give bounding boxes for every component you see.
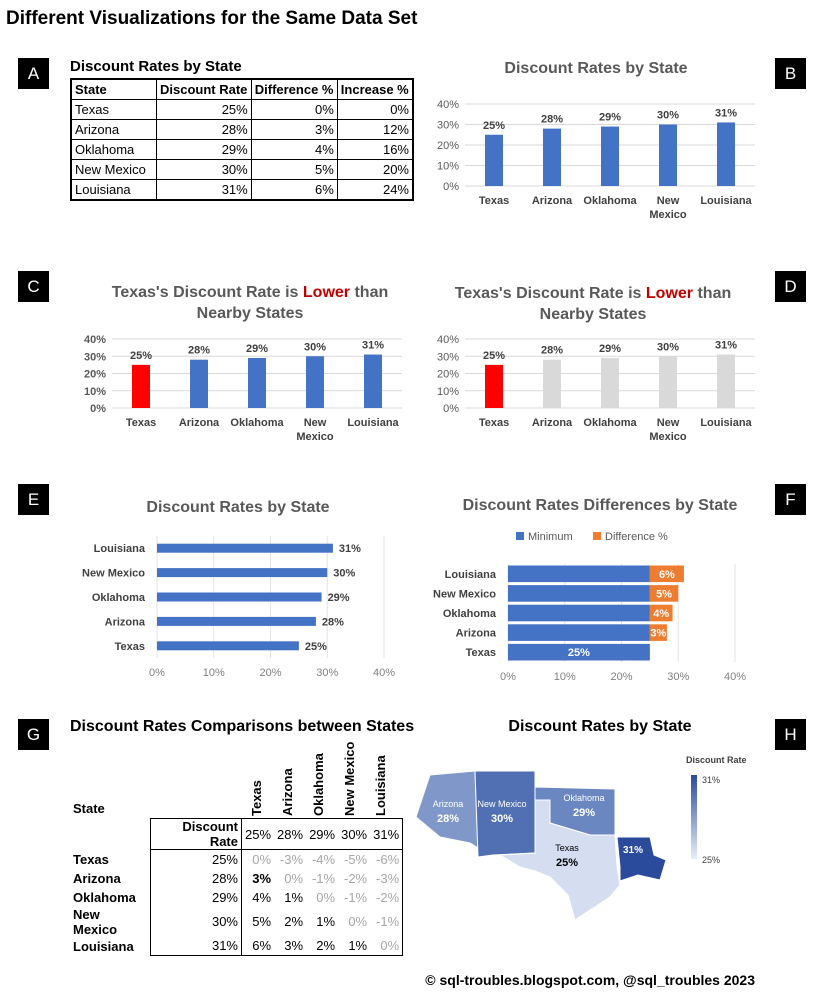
row-rate: 25% xyxy=(151,850,242,869)
chart-f-title: Discount Rates Differences by State xyxy=(462,497,738,514)
chart-d-title-part: Nearby States xyxy=(539,306,647,323)
data-label: 31% xyxy=(714,107,738,120)
legend-swatch-difference xyxy=(593,532,601,540)
matrix-cell: 3% xyxy=(252,870,272,886)
x-tick-label: Arizona xyxy=(178,417,220,429)
data-label: 28% xyxy=(540,344,564,357)
legend-label: Difference % xyxy=(605,531,668,543)
matrix-cell: 1% xyxy=(284,889,304,905)
matrix-row xyxy=(70,869,403,888)
matrix-row xyxy=(70,850,403,869)
chart-c-title-part: Nearby States xyxy=(196,305,304,322)
bar-minimum-arizona xyxy=(508,624,650,641)
x-tick-label: 20% xyxy=(610,671,633,683)
row-rate: 29% xyxy=(151,888,242,907)
data-label: 3% xyxy=(650,627,667,640)
table-a-header: Discount Rate xyxy=(157,79,252,100)
table-a-row xyxy=(71,140,413,160)
chart-c-title xyxy=(70,282,430,324)
legend-min: 25% xyxy=(702,855,721,865)
x-tick-label: Mexico xyxy=(649,209,687,221)
panel-badge-c: C xyxy=(18,271,49,302)
row-label: Louisiana xyxy=(73,938,134,954)
data-label: 25% xyxy=(304,640,327,653)
matrix-cell: -1% xyxy=(311,870,336,886)
matrix-rate: 25% xyxy=(242,819,275,850)
page-title: Different Visualizations for the Same Data Set xyxy=(6,8,418,29)
panel-badge-f: F xyxy=(775,484,806,515)
y-tick-label: 30% xyxy=(436,119,459,132)
table-a-cell: 4% xyxy=(251,140,337,160)
table-a xyxy=(70,78,414,201)
legend-title: Discount Rate xyxy=(686,755,747,765)
table-g-title: Discount Rates Comparisons between States xyxy=(70,718,415,735)
data-label: 31% xyxy=(714,339,738,352)
map-value: 28% xyxy=(436,813,460,825)
matrix-cell: -4% xyxy=(311,851,336,867)
y-tick-label: 40% xyxy=(436,99,459,111)
panel-badge-h: H xyxy=(775,719,806,750)
x-tick-label: Texas xyxy=(125,417,157,429)
x-tick-label: Oklahoma xyxy=(583,417,637,429)
data-label: 29% xyxy=(598,342,622,355)
column-header-oklahoma: Oklahoma xyxy=(311,753,326,816)
matrix-cell: 2% xyxy=(284,914,304,929)
table-a-cell: 25% xyxy=(157,100,252,120)
matrix-cell: 3% xyxy=(274,937,306,956)
table-a-cell: 29% xyxy=(157,140,252,160)
x-tick-label: 30% xyxy=(316,667,339,679)
x-tick-label: Oklahoma xyxy=(230,417,284,429)
comparison-matrix xyxy=(70,818,403,956)
y-tick-label: 20% xyxy=(83,368,106,381)
map-h xyxy=(410,745,770,925)
footer-credit: © sql-troubles.blogspot.com, @sql_troubles 2023 xyxy=(425,972,755,988)
chart-b-title: Discount Rates by State xyxy=(504,60,688,77)
chart-d-title-highlight: Lower xyxy=(645,285,694,302)
map-value: 29% xyxy=(572,807,596,819)
map-label: Texas xyxy=(555,843,579,853)
x-tick-label: Louisiana xyxy=(700,195,752,207)
table-a-header: Increase % xyxy=(337,79,413,100)
matrix-cell: -2% xyxy=(344,870,368,886)
x-tick-label: Texas xyxy=(478,417,510,429)
map-label: Oklahoma xyxy=(563,793,605,803)
bar-oklahoma xyxy=(248,358,266,408)
matrix-rate: 30% xyxy=(338,819,370,850)
column-header-texas: Texas xyxy=(249,780,264,816)
matrix-cell: 1% xyxy=(316,914,336,929)
y-tick-label: Texas xyxy=(465,647,496,660)
y-tick-label: 0% xyxy=(443,403,459,415)
table-a-cell: 5% xyxy=(251,160,337,180)
x-tick-label: 20% xyxy=(259,667,282,679)
table-g-column-headers xyxy=(240,740,405,818)
table-a-row xyxy=(71,180,413,201)
matrix-cell: -1% xyxy=(370,907,403,937)
x-tick-label: 10% xyxy=(553,671,576,683)
x-tick-label: 10% xyxy=(202,667,225,679)
y-tick-label: 0% xyxy=(90,403,106,415)
data-label: 29% xyxy=(327,592,350,604)
table-a-cell: 0% xyxy=(337,100,413,120)
data-label: 30% xyxy=(656,109,680,122)
panel-badge-d: D xyxy=(775,271,806,302)
matrix-rate: 28% xyxy=(274,819,306,850)
y-tick-label: Louisiana xyxy=(444,568,496,581)
y-tick-label: Arizona xyxy=(104,616,145,629)
matrix-row xyxy=(70,888,403,907)
table-a-cell: 28% xyxy=(157,120,252,140)
matrix-header: Discount Rate xyxy=(151,819,242,850)
y-tick-label: 40% xyxy=(83,334,106,346)
x-tick-label: 40% xyxy=(372,667,396,679)
table-a-cell: 6% xyxy=(251,180,337,201)
x-tick-label: Mexico xyxy=(296,431,334,443)
matrix-cell: 5% xyxy=(252,914,272,929)
map-value: 30% xyxy=(490,813,514,825)
panel-badge-g: G xyxy=(18,719,49,750)
matrix-cell: 6% xyxy=(242,937,275,956)
x-tick-label: Louisiana xyxy=(700,417,752,429)
bar-new-mexico xyxy=(659,356,677,408)
row-label: New Mexico xyxy=(73,906,118,937)
row-label: Arizona xyxy=(73,870,121,886)
chart-c-title-part: Texas's Discount Rate is xyxy=(111,284,303,301)
column-header-arizona: Arizona xyxy=(280,768,295,816)
y-tick-label: 10% xyxy=(436,385,459,398)
x-tick-label: Mexico xyxy=(649,431,687,443)
legend-gradient xyxy=(691,775,697,859)
row-rate: 30% xyxy=(151,907,242,937)
chart-c-title-part: than xyxy=(350,284,389,301)
bar-louisiana xyxy=(717,355,735,408)
bar-oklahoma xyxy=(601,127,619,186)
matrix-cell: -5% xyxy=(344,851,368,867)
map-label: Arizona xyxy=(432,799,464,809)
table-a-cell: 30% xyxy=(157,160,252,180)
table-g xyxy=(70,818,403,956)
y-tick-label: New Mexico xyxy=(82,567,145,580)
column-header-new-mexico: New Mexico xyxy=(342,741,357,816)
table-a-cell: 31% xyxy=(157,180,252,201)
matrix-rate: 29% xyxy=(306,819,338,850)
bar-minimum-louisiana xyxy=(508,566,650,583)
matrix-cell: -1% xyxy=(344,889,368,905)
blank-cell xyxy=(70,819,151,850)
y-tick-label: 40% xyxy=(436,334,459,346)
data-label: 28% xyxy=(540,113,564,126)
y-tick-label: 30% xyxy=(83,351,106,364)
panel-badge-a: A xyxy=(18,58,49,89)
row-label: Texas xyxy=(73,851,109,867)
bar-texas xyxy=(485,135,503,186)
matrix-row xyxy=(70,937,403,956)
table-a-cell: 20% xyxy=(337,160,413,180)
x-tick-label: Oklahoma xyxy=(583,195,637,207)
x-tick-label: Arizona xyxy=(531,195,573,207)
matrix-cell: -6% xyxy=(370,850,403,869)
bar-louisiana xyxy=(717,122,735,186)
data-label: 25% xyxy=(482,349,506,362)
data-label: 28% xyxy=(321,616,344,629)
y-tick-label: 20% xyxy=(436,140,459,152)
data-label: 29% xyxy=(598,111,622,124)
legend-max: 31% xyxy=(702,775,721,785)
table-a-cell: Louisiana xyxy=(71,180,157,201)
table-a-cell: Texas xyxy=(71,100,157,120)
row-rate: 31% xyxy=(151,937,242,956)
bar-new-mexico xyxy=(659,125,677,187)
matrix-cell: 2% xyxy=(306,937,338,956)
x-tick-label: New xyxy=(656,417,680,429)
map-region-louisiana xyxy=(617,837,666,881)
x-tick-label: 30% xyxy=(667,671,690,683)
matrix-cell: 0% xyxy=(370,937,403,956)
x-tick-label: Arizona xyxy=(531,417,573,429)
matrix-cell: 1% xyxy=(338,937,370,956)
data-label: 30% xyxy=(656,341,680,354)
table-a-cell: Oklahoma xyxy=(71,140,157,160)
matrix-cell: -3% xyxy=(279,851,304,867)
y-tick-label: 10% xyxy=(83,385,106,398)
data-label: 6% xyxy=(658,568,675,581)
x-tick-label: Louisiana xyxy=(347,417,399,429)
chart-c-title-highlight: Lower xyxy=(302,284,351,301)
data-label: 30% xyxy=(303,341,327,354)
data-label: 25% xyxy=(129,349,153,362)
data-label: 29% xyxy=(245,342,269,355)
data-label: 31% xyxy=(361,339,385,352)
matrix-rate: 31% xyxy=(370,819,403,850)
y-tick-label: Arizona xyxy=(455,627,496,640)
table-a-cell: Arizona xyxy=(71,120,157,140)
bar-arizona xyxy=(190,360,208,408)
bar-texas xyxy=(157,641,299,650)
x-tick-label: 0% xyxy=(149,667,165,679)
panel-badge-b: B xyxy=(775,58,806,89)
map-value: 25% xyxy=(555,857,579,869)
data-label: 30% xyxy=(333,567,356,580)
y-tick-label: Louisiana xyxy=(93,543,145,556)
table-a-row xyxy=(71,120,413,140)
table-a-row xyxy=(71,160,413,180)
y-tick-label: Oklahoma xyxy=(91,592,145,604)
matrix-row xyxy=(70,907,403,937)
chart-c xyxy=(60,325,420,455)
x-tick-label: 40% xyxy=(723,671,747,683)
data-label: 25% xyxy=(482,119,506,132)
table-a-cell: 16% xyxy=(337,140,413,160)
chart-e-title: Discount Rates by State xyxy=(146,499,330,516)
table-a-cell: 24% xyxy=(337,180,413,201)
bar-minimum-new-mexico xyxy=(508,585,650,602)
data-label: 5% xyxy=(656,588,673,601)
table-a-cell: New Mexico xyxy=(71,160,157,180)
table-a-cell: 0% xyxy=(251,100,337,120)
row-rate: 28% xyxy=(151,869,242,888)
row-label: Oklahoma xyxy=(73,889,136,905)
matrix-cell: 0% xyxy=(316,889,336,905)
data-label: 31% xyxy=(338,543,361,556)
bar-oklahoma xyxy=(601,358,619,408)
bar-texas xyxy=(132,365,150,408)
x-tick-label: New xyxy=(303,417,327,429)
map-label: New Mexico xyxy=(477,799,527,809)
bar-louisiana xyxy=(364,355,382,408)
bar-new-mexico xyxy=(157,568,327,577)
matrix-cell: -3% xyxy=(370,869,403,888)
y-tick-label: 10% xyxy=(436,160,459,173)
map-value: 31% xyxy=(622,845,644,856)
table-a-cell: 3% xyxy=(251,120,337,140)
x-tick-label: New xyxy=(656,195,680,207)
data-label: 28% xyxy=(187,344,211,357)
map-h-title: Discount Rates by State xyxy=(508,718,692,735)
table-a-header: State xyxy=(71,79,157,100)
table-a-header: Difference % xyxy=(251,79,337,100)
chart-d-title xyxy=(413,283,773,325)
matrix-cell: 4% xyxy=(252,889,272,905)
map-region-arizona xyxy=(416,771,478,848)
matrix-cell: -2% xyxy=(370,888,403,907)
panel-badge-e: E xyxy=(18,484,49,515)
bar-arizona xyxy=(543,129,561,186)
matrix-cell: 0% xyxy=(284,870,304,886)
table-a-row xyxy=(71,100,413,120)
bar-arizona xyxy=(157,617,316,626)
y-tick-label: 0% xyxy=(443,181,459,193)
bar-minimum-oklahoma xyxy=(508,605,650,622)
table-g-row-header: State xyxy=(73,801,105,816)
bar-new-mexico xyxy=(306,356,324,408)
matrix-cell: 0% xyxy=(348,914,368,929)
chart-d-title-part: than xyxy=(693,285,732,302)
y-tick-label: Texas xyxy=(114,640,145,653)
chart-d xyxy=(415,325,775,455)
chart-e xyxy=(60,528,410,688)
chart-f xyxy=(415,522,775,688)
y-tick-label: 30% xyxy=(436,351,459,364)
legend-label: Minimum xyxy=(528,531,573,543)
table-a-cell: 12% xyxy=(337,120,413,140)
data-label: 25% xyxy=(567,647,590,660)
x-tick-label: 0% xyxy=(500,671,516,683)
table-a-title: Discount Rates by State xyxy=(70,58,242,75)
chart-d-title-part: Texas's Discount Rate is xyxy=(454,285,646,302)
y-tick-label: 20% xyxy=(436,368,459,381)
matrix-cell: 0% xyxy=(252,851,272,867)
y-tick-label: Oklahoma xyxy=(442,608,496,620)
y-tick-label: New Mexico xyxy=(433,588,496,601)
chart-b xyxy=(420,90,780,230)
bar-louisiana xyxy=(157,544,333,553)
x-tick-label: Texas xyxy=(478,195,510,207)
bar-arizona xyxy=(543,360,561,408)
data-label: 4% xyxy=(653,608,670,620)
bar-oklahoma xyxy=(157,593,322,602)
column-header-louisiana: Louisiana xyxy=(373,755,388,816)
bar-texas xyxy=(485,365,503,408)
legend-swatch-minimum xyxy=(516,532,524,540)
